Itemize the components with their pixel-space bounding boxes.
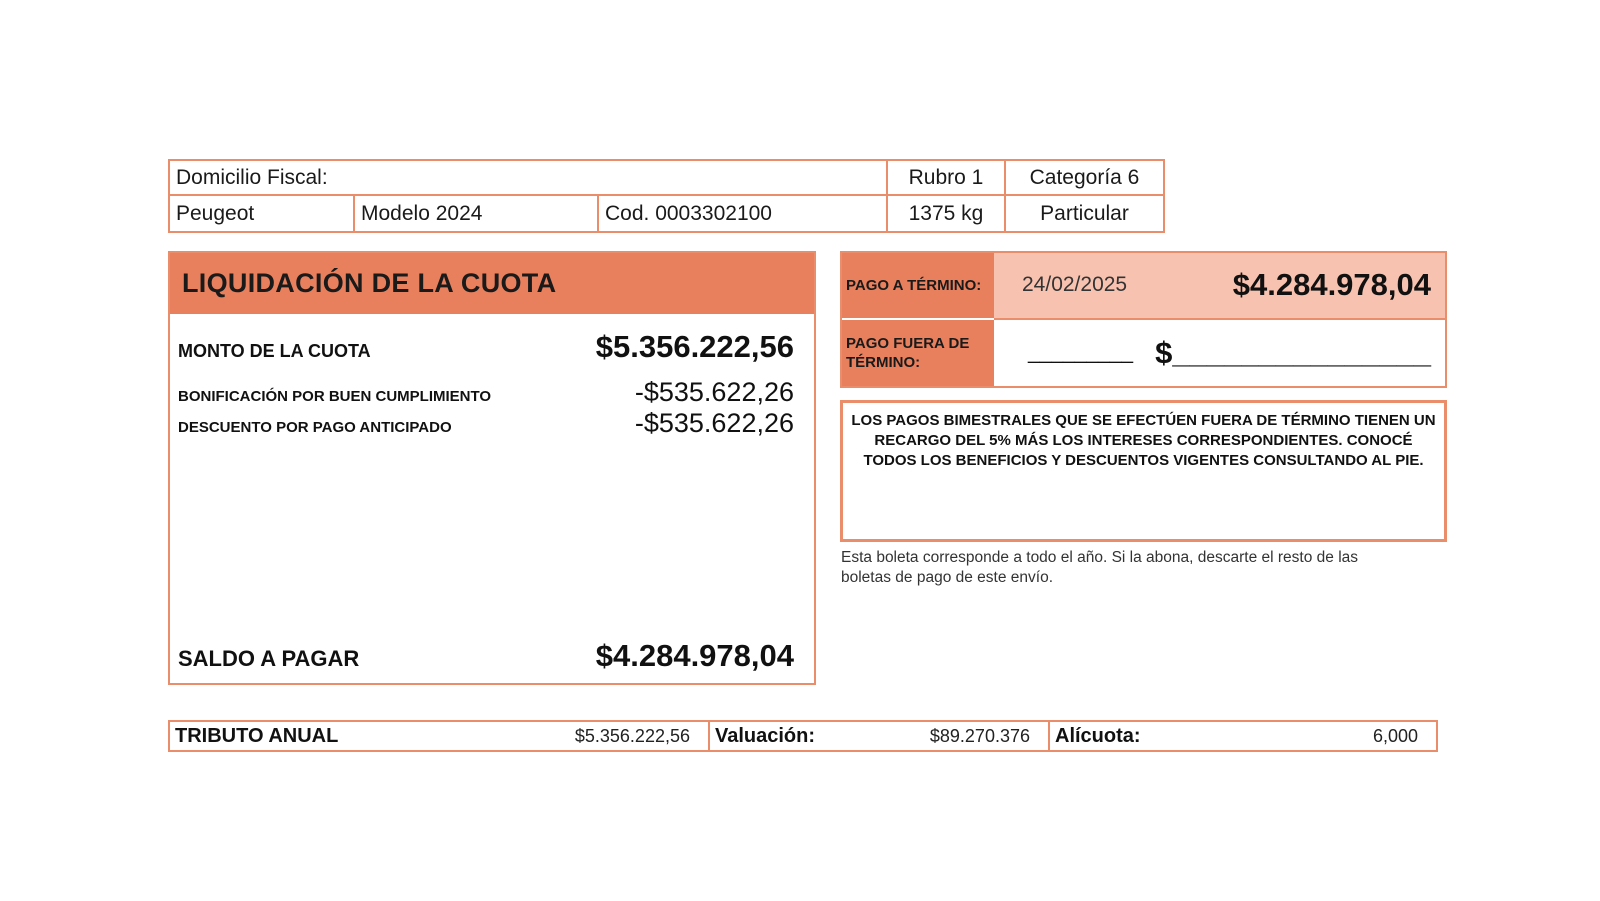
marca-cell: Peugeot: [170, 196, 355, 231]
valuacion-value: $89.270.376: [929, 725, 1030, 746]
descuento-label: DESCUENTO POR PAGO ANTICIPADO: [178, 419, 452, 436]
valuacion-label: Valuación:: [715, 724, 816, 747]
pago-fuera-label: PAGO FUERA DE TÉRMINO:: [842, 320, 994, 387]
descuento-value: -$535.622,26: [634, 408, 794, 438]
tributo-bar: [168, 720, 1438, 752]
uso-cell: Particular: [1040, 201, 1129, 225]
vehicle-info-table: [168, 159, 1165, 233]
tributo-anual-segment: [170, 722, 710, 750]
bonificacion-value: -$535.622,26: [634, 377, 794, 407]
monto-cuota-row: [178, 329, 794, 365]
codigo-cell: Cod. 0003302100: [599, 196, 888, 231]
bonificacion-row: [178, 377, 794, 408]
pago-fuera-date: _________: [1028, 340, 1134, 364]
payment-panel: [840, 251, 1447, 388]
alicuota-segment: [1050, 722, 1436, 750]
rubro-cell: Rubro 1: [888, 161, 1006, 196]
monto-cuota-label: MONTO DE LA CUOTA: [178, 341, 371, 361]
alicuota-value: 6,000: [1372, 725, 1418, 746]
saldo-row: [178, 638, 794, 674]
modelo-cell: Modelo 2024: [355, 196, 599, 231]
domicilio-fiscal-label: Domicilio Fiscal:: [170, 161, 888, 196]
liquidacion-panel: [168, 251, 816, 685]
alicuota-label: Alícuota:: [1055, 724, 1141, 747]
pago-fuera-values: [994, 320, 1445, 387]
valuacion-segment: [710, 722, 1050, 750]
categoria-cell: Categoría 6: [1006, 161, 1163, 196]
bonificacion-label: BONIFICACIÓN POR BUEN CUMPLIMIENTO: [178, 388, 492, 405]
monto-cuota-value: $5.356.222,56: [595, 329, 794, 364]
saldo-label: SALDO A PAGAR: [178, 646, 360, 671]
footnote: Esta boleta corresponde a todo el año. Si la abona, descarte el resto de las boletas de pago de este envío.: [841, 549, 1359, 586]
tributo-anual-label: TRIBUTO ANUAL: [175, 724, 339, 747]
peso-cell: 1375 kg: [888, 196, 1006, 231]
pago-fuera-amount: $_______________: [1155, 334, 1431, 370]
liquidacion-title: LIQUIDACIÓN DE LA CUOTA: [170, 253, 814, 314]
descuento-row: [178, 408, 794, 439]
tributo-anual-value: $5.356.222,56: [574, 725, 690, 746]
saldo-value: $4.284.978,04: [595, 638, 794, 673]
pago-termino-values: [994, 253, 1445, 320]
pago-termino-label: PAGO A TÉRMINO:: [842, 253, 994, 320]
recargo-notice: LOS PAGOS BIMESTRALES QUE SE EFECTÚEN FUERA DE TÉRMINO TIENEN UN RECARGO DEL 5% MÁS LOS INTERESES CORRESPONDIENTES. CONOCÉ TODOS LOS BENEFICIOS Y DESCUENTOS VIGENTES CONSULTANDO AL PIE.: [840, 400, 1447, 542]
pago-termino-amount: $4.284.978,04: [1232, 267, 1431, 303]
pago-termino-date: 24/02/2025: [1022, 273, 1128, 297]
